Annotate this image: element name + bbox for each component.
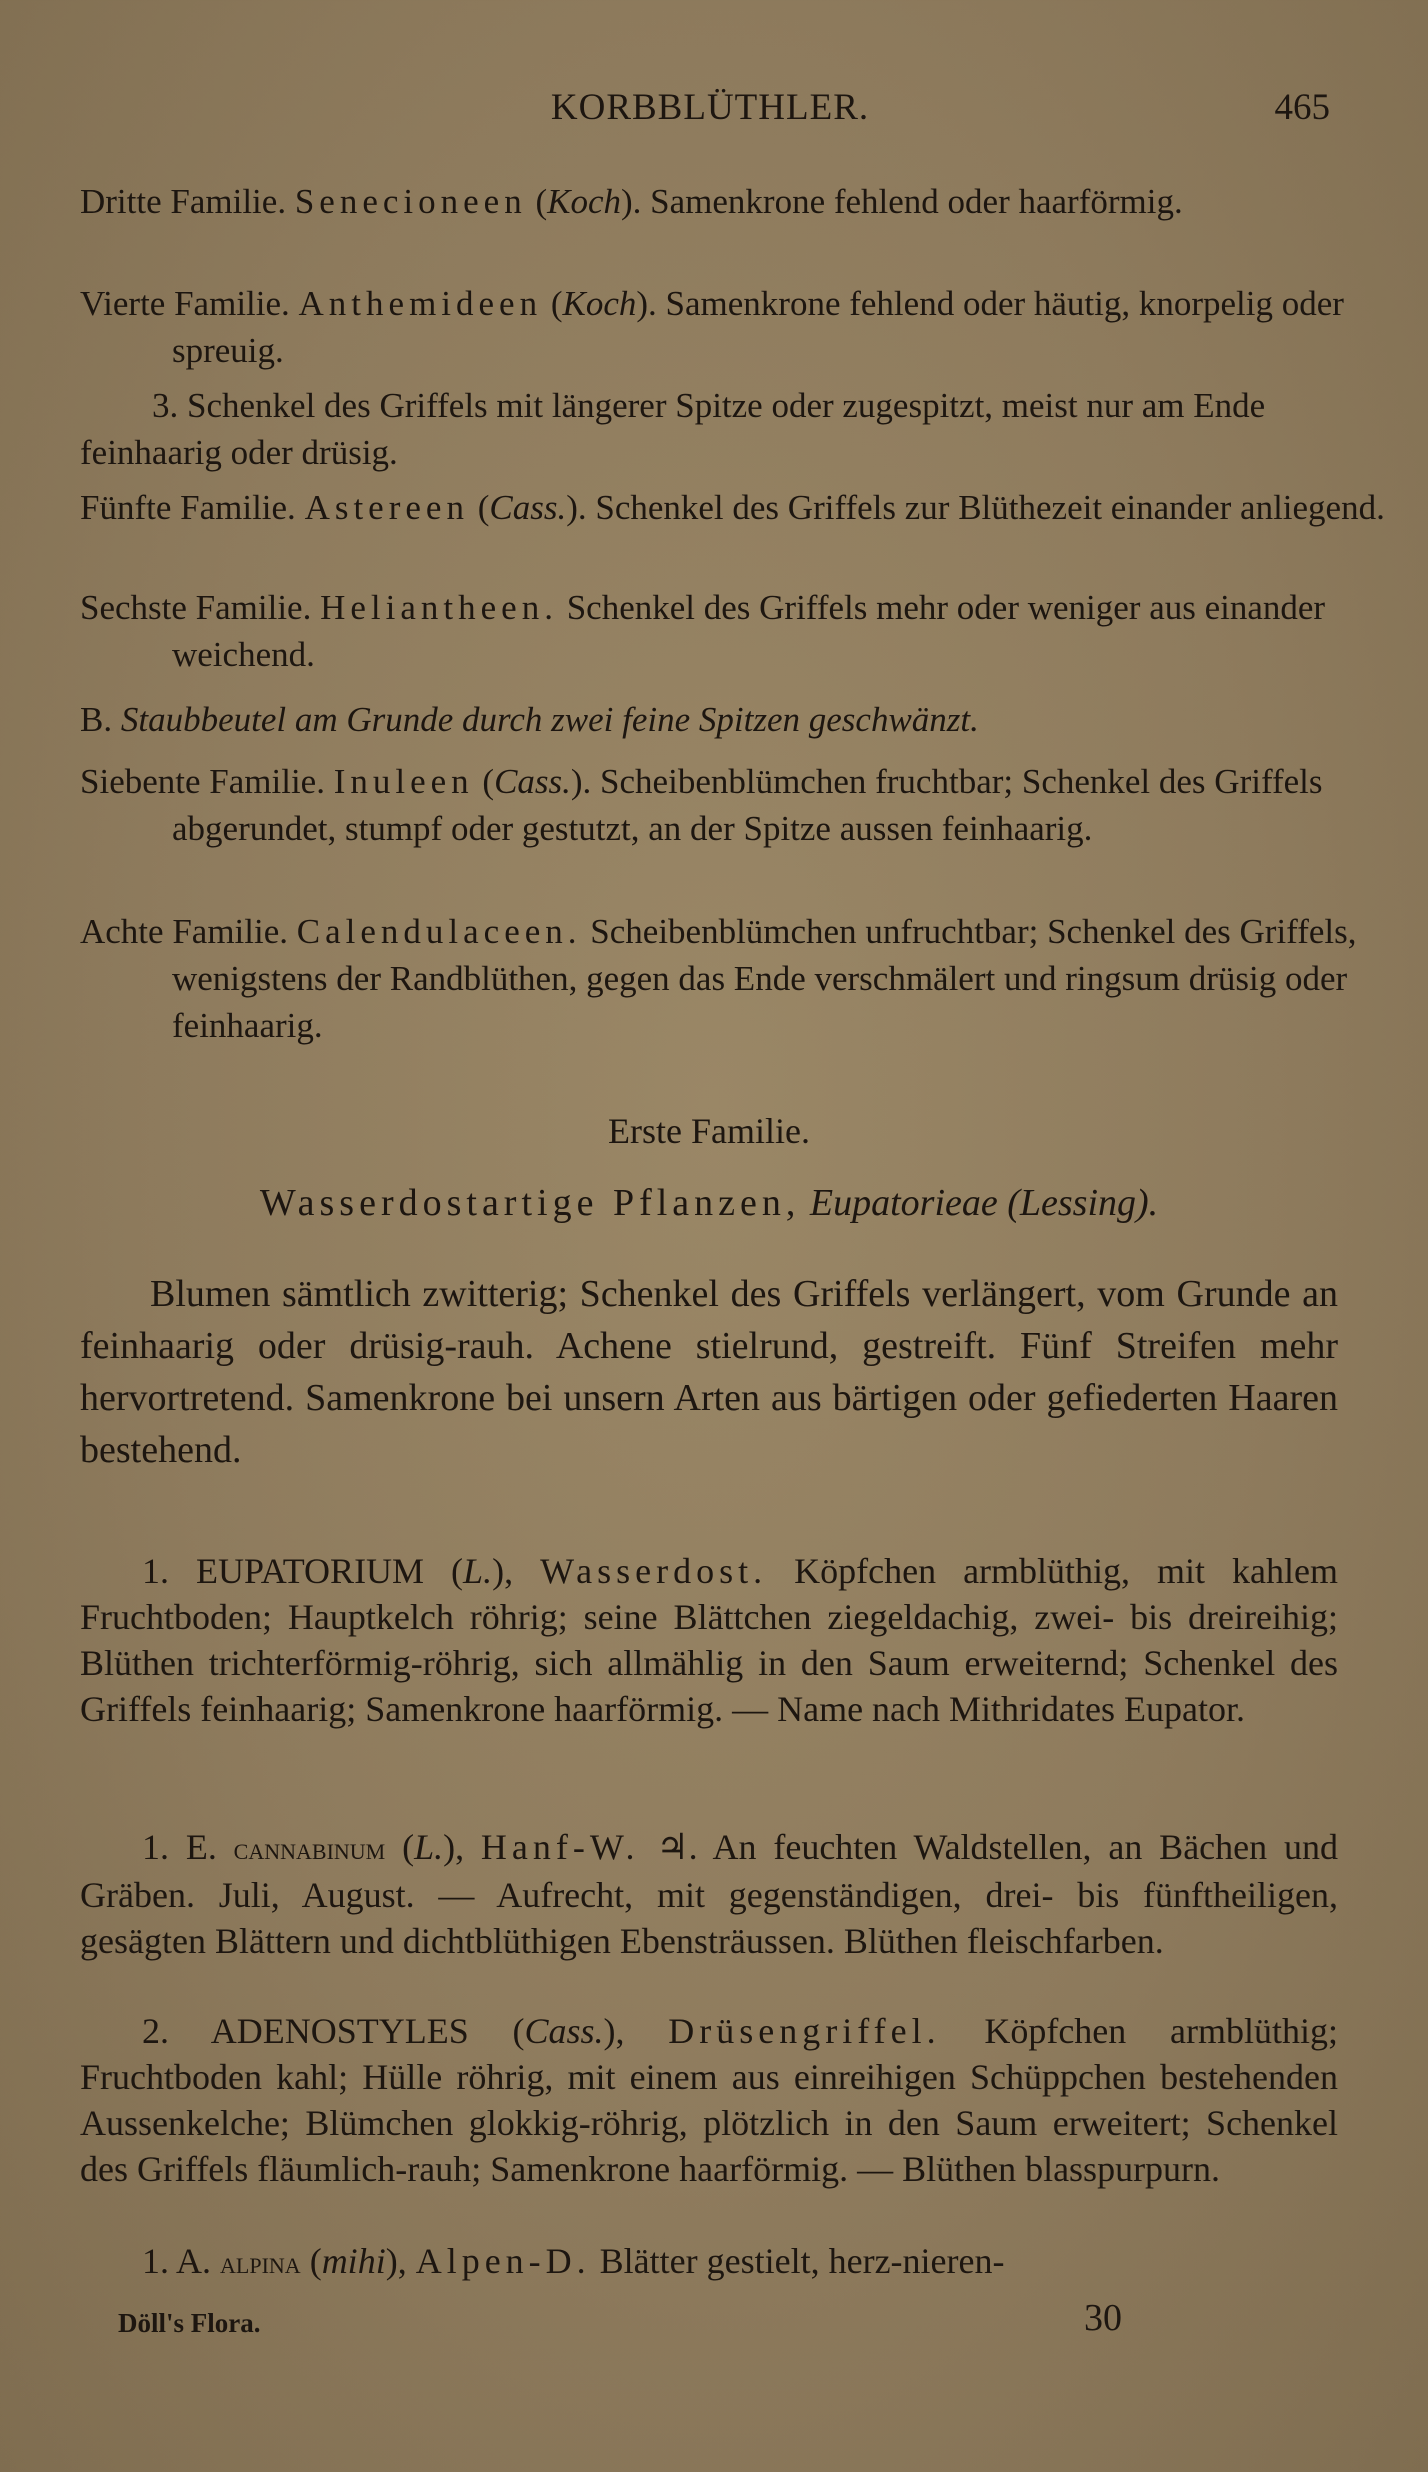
signature-mark: Döll's Flora.	[118, 2308, 261, 2338]
page-number: 465	[1274, 87, 1330, 128]
species-eupatorium-cannabinum: 1. E. cannabinum (L.), Hanf-W. ♃. An feuchten Waldstellen, an Bächen und Gräben. Juli, August. — Aufrecht, mit gegenständigen, drei- bis fünftheiligen, gesägten Blättern und dichtblüthigen Ebensträussen. Blüthen fleischfarben.	[80, 1827, 1338, 1961]
family-8-calendulaceen: Achte Familie. Calendulaceen. Scheibenblümchen unfruchtbar; Schenkel des Griffels, wenigstens der Randblüthen, gegen das Ende verschmälert und ringsum drüsig oder feinhaarig.	[80, 912, 1357, 1045]
species-adenostyles-alpina: 1. A. alpina (mihi), Alpen-D. Blätter gestielt, herz-nieren-	[142, 2241, 1005, 2281]
signature-number: 30	[1084, 2297, 1122, 2339]
intro-paragraph: Blumen sämtlich zwitterig; Schenkel des Griffels verlängert, vom Grunde an feinhaarig oder drüsig-rauh. Achene stielrund, gestreift. Fünf Streifen mehr hervortretend. Samenkrone bei unsern Arten aus bärtigen oder gefiederten Haaren bestehend.	[80, 1273, 1338, 1471]
family-3-senecioneen: Dritte Familie. Senecioneen (Koch). Samenkrone fehlend oder haarförmig.	[80, 182, 1183, 221]
erste-familie-title: Wasserdostartige Pflanzen, Eupatorieae (Lessing).	[259, 1182, 1159, 1224]
section-b-heading: B. Staubbeutel am Grunde durch zwei feine Spitzen geschwänzt.	[80, 700, 979, 739]
running-title: KORBBLÜTHLER.	[550, 87, 870, 128]
group-3-description: 3. Schenkel des Griffels mit längerer Spitze oder zugespitzt, meist nur am Ende feinhaarig oder drüsig.	[80, 386, 1266, 472]
genus-eupatorium: 1. EUPATORIUM (L.), Wasserdost. Köpfchen armblüthig, mit kahlem Fruchtboden; Hauptkelch röhrig; seine Blättchen ziegeldachig, zwei- bis dreireihig; Blüthen trichterförmig-röhrig, sich allmählig in den Saum erweiternd; Schenkel des Griffels feinhaarig; Samenkrone haarförmig. — Name nach Mithridates Eupator.	[80, 1551, 1338, 1729]
family-6-heliantheen: Sechste Familie. Heliantheen. Schenkel des Griffels mehr oder weniger aus einander weichend.	[80, 588, 1326, 674]
family-7-inuleen: Siebente Familie. Inuleen (Cass.). Scheibenblümchen fruchtbar; Schenkel des Griffels abgerundet, stumpf oder gestutzt, an der Spitze aussen feinhaarig.	[80, 762, 1323, 848]
genus-adenostyles: 2. ADENOSTYLES (Cass.), Drüsengriffel. Köpfchen armblüthig; Fruchtboden kahl; Hülle röhrig, mit einem aus einreihigen Schüppchen bestehenden Aussenkelche; Blümchen glokkig-röhrig, plötzlich in den Saum erweitert; Schenkel des Griffels fläumlich-rauh; Samenkrone haarförmig. — Blüthen blasspurpurn.	[80, 2011, 1338, 2189]
family-4-anthemideen: Vierte Familie. Anthemideen (Koch). Samenkrone fehlend oder häutig, knorpelig oder spreuig.	[80, 284, 1344, 370]
family-5-astereen: Fünfte Familie. Astereen (Cass.). Schenkel des Griffels zur Blüthezeit einander anliegend.	[80, 488, 1385, 527]
erste-familie-heading: Erste Familie.	[608, 1111, 810, 1151]
page-header	[80, 86, 1340, 146]
